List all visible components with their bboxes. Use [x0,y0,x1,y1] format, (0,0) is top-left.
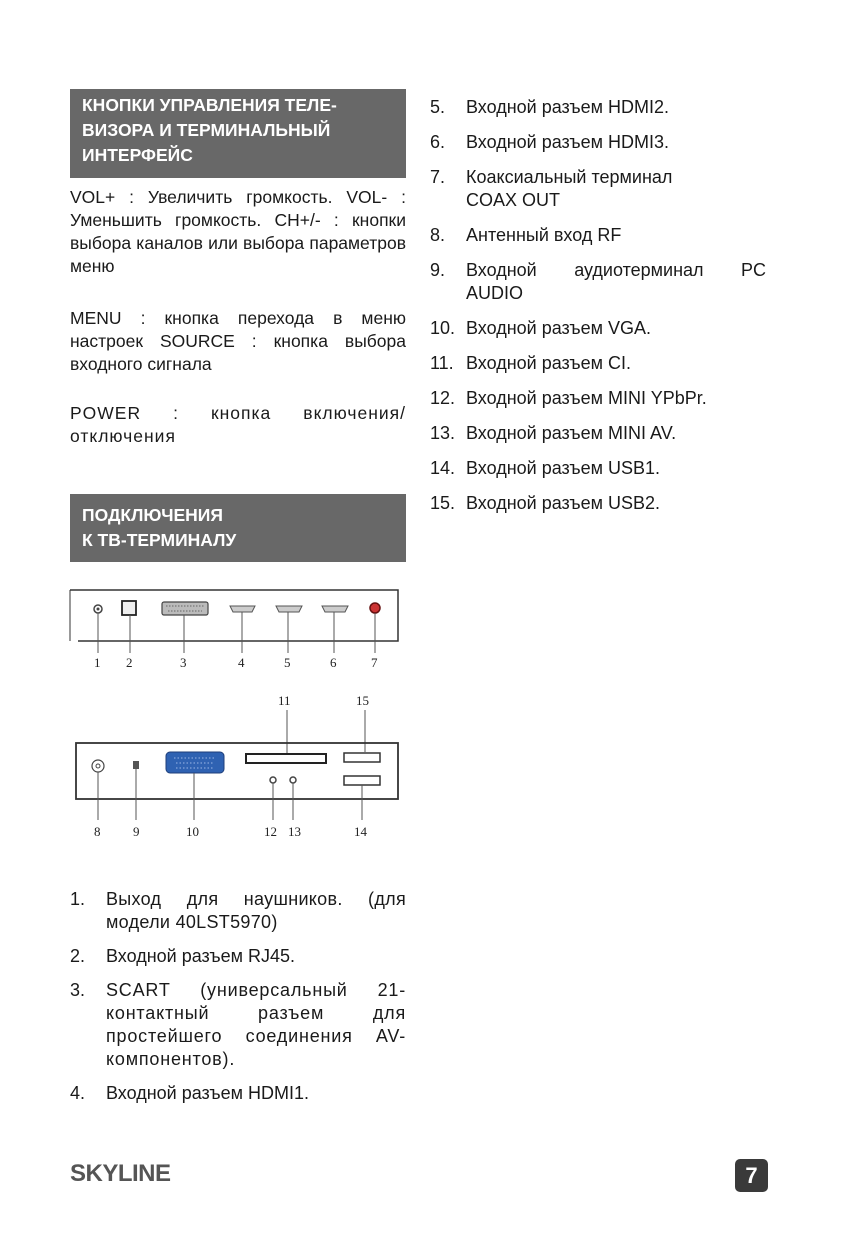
usb1-port-icon [344,776,380,785]
list-item [70,945,406,968]
section-header-connections [70,494,406,562]
paragraph-volume: VOL+ : Увеличить громкость. VOL- : Уменьшить громкость. CH+/- : кнопки выбора каналов или выбора параметров меню [70,187,406,276]
list-item-number: 3. [70,980,86,1000]
list-item-text: Входной разъем MINI YPbPr. [466,388,707,408]
list-item [70,1082,406,1105]
coax-out-port-icon [370,603,380,613]
list-item [430,96,766,119]
list-item [430,457,766,480]
scart-port-icon [162,602,208,615]
list-item-number: 13. [430,423,456,443]
list-item [430,387,766,410]
section-header-line: ВИЗОРА И ТЕРМИНАЛЬНЫЙ [82,120,331,140]
list-item-number: 12. [430,388,456,408]
list-item [70,888,406,934]
list-item-number: 2. [70,946,86,966]
connector-list-left [70,888,406,1105]
bottom-label-ci: 11 [278,693,291,708]
bottom-panel [76,693,398,839]
list-item-text: Входной разъем CI. [466,353,632,373]
list-item [430,131,766,154]
list-item-number: 1. [70,889,86,909]
mini-ypbpr-port-icon [270,777,276,783]
list-item-number: 4. [70,1083,86,1103]
list-item [430,352,766,375]
mini-av-port-icon [290,777,296,783]
top-panel [70,590,398,670]
brand-logo: SKYLINE [70,1160,171,1187]
bottom-label: 14 [354,824,367,839]
list-item-number: 11. [430,353,454,373]
paragraph-menu: MENU : кнопка перехода в меню настроек SOURCE : кнопка выбора входного сигнала [70,308,406,374]
top-label: 5 [284,655,291,670]
bottom-label-usb2: 15 [356,693,369,708]
list-item-number: 7. [430,167,446,187]
usb2-port-icon [344,753,380,762]
list-item-text: Входной разъем MINI AV. [466,423,677,443]
list-item-text: Входной аудиотерминал PC AUDIO [466,260,766,303]
list-item-text: Входной разъем VGA. [466,318,652,338]
top-label: 7 [371,655,378,670]
section-header-controls [70,89,406,178]
bottom-label: 10 [186,824,199,839]
pc-audio-port-icon [133,761,139,769]
list-item [430,259,766,305]
hdmi1-port-icon [230,606,255,612]
list-item-text: Коаксиальный терминал COAX OUT [466,167,673,210]
list-item-text: Выход для наушников. (для модели 40LST5970) [106,889,406,932]
list-item [430,422,766,445]
bottom-label: 8 [94,824,101,839]
list-item-text: Входной разъем HDMI3. [466,132,670,152]
list-item-text: Входной разъем RJ45. [106,946,296,966]
top-label: 2 [126,655,133,670]
list-item-number: 9. [430,260,446,280]
top-label: 4 [238,655,245,670]
bottom-label: 12 [264,824,277,839]
connector-list-right [430,96,766,515]
list-item-number: 14. [430,458,456,478]
list-item-text: SCART (универсальный 21-контактный разъем для простейшего соединения AV-компонентов). [106,980,406,1069]
list-item-number: 5. [430,97,446,117]
top-label: 1 [94,655,101,670]
hdmi2-port-icon [276,606,302,612]
list-item-number: 8. [430,225,446,245]
hdmi3-port-icon [322,606,348,612]
rj45-port-icon [122,601,136,615]
list-item [70,979,406,1071]
top-label: 3 [180,655,187,670]
page-number-badge: 7 [735,1159,768,1192]
list-item-text: Входной разъем USB1. [466,458,661,478]
section-header-line: ПОДКЛЮЧЕНИЯ [82,505,223,525]
list-item-text: Антенный вход RF [466,225,622,245]
ci-slot-icon [246,754,326,763]
bottom-label: 13 [288,824,301,839]
list-item [430,317,766,340]
top-label: 6 [330,655,337,670]
list-item-number: 15. [430,493,456,513]
list-item-text: Входной разъем HDMI1. [106,1083,310,1103]
list-item-text: Входной разъем USB2. [466,493,661,513]
section-header-line: К ТВ-ТЕРМИНАЛУ [82,530,237,550]
list-item-number: 10. [430,318,456,338]
paragraph-power: POWER : кнопка включения/ отключения [70,403,406,446]
list-item [430,224,766,247]
section-header-line: КНОПКИ УПРАВЛЕНИЯ ТЕЛЕ- [82,95,337,115]
list-item-number: 6. [430,132,446,152]
connector-diagram [60,585,410,845]
list-item [430,166,766,212]
section-header-line: ИНТЕРФЕЙС [82,145,193,165]
list-item [430,492,766,515]
list-item-text: Входной разъем HDMI2. [466,97,670,117]
bottom-label: 9 [133,824,140,839]
